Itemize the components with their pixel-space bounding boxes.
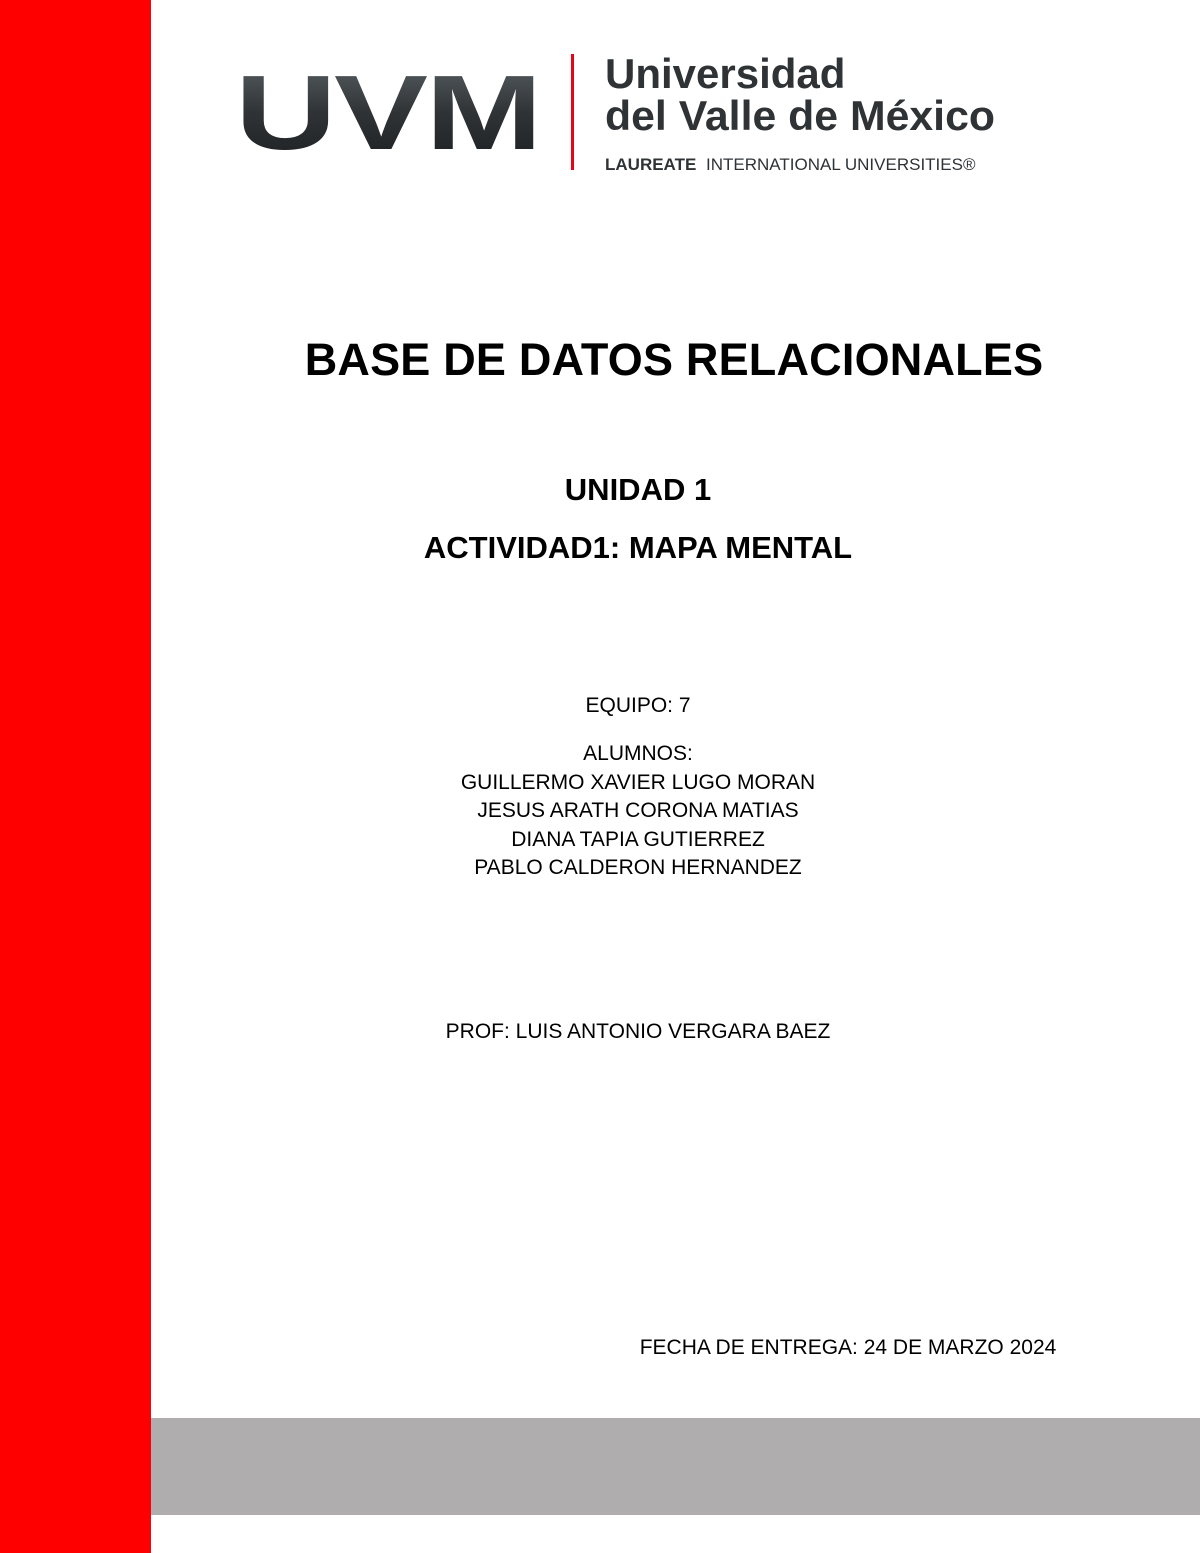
logo-name-line2: del Valle de México — [605, 92, 995, 139]
document-title: BASE DE DATOS RELACIONALES — [304, 334, 1044, 385]
professor-label: PROF: LUIS ANTONIO VERGARA BAEZ — [445, 1020, 831, 1043]
unit-label: UNIDAD 1 — [564, 472, 712, 507]
team-label: EQUIPO: 7 — [585, 694, 691, 717]
uvm-mark: UVM — [235, 54, 540, 172]
due-date: FECHA DE ENTREGA: 24 DE MARZO 2024 — [639, 1336, 1057, 1359]
logo-network-bold: LAUREATE — [605, 155, 697, 174]
student-name: PABLO CALDERON HERNANDEZ — [474, 856, 802, 879]
bottom-gray-band — [151, 1418, 1200, 1515]
students-block — [0, 740, 1200, 883]
students-label: ALUMNOS: — [583, 742, 693, 765]
activity-label: ACTIVIDAD1: MAPA MENTAL — [423, 530, 853, 565]
student-name: GUILLERMO XAVIER LUGO MORAN — [460, 770, 816, 794]
logo-name-line1: Universidad — [605, 52, 846, 97]
student-name: JESUS ARATH CORONA MATIAS — [477, 799, 799, 822]
logo-divider — [571, 54, 574, 170]
student-name: DIANA TAPIA GUTIERREZ — [511, 827, 765, 851]
logo-network-rest: INTERNATIONAL UNIVERSITIES® — [706, 155, 976, 174]
svg-text:LAUREATE INTERNATIONAL UNI — [605, 155, 976, 174]
uvm-logo — [235, 52, 1005, 182]
